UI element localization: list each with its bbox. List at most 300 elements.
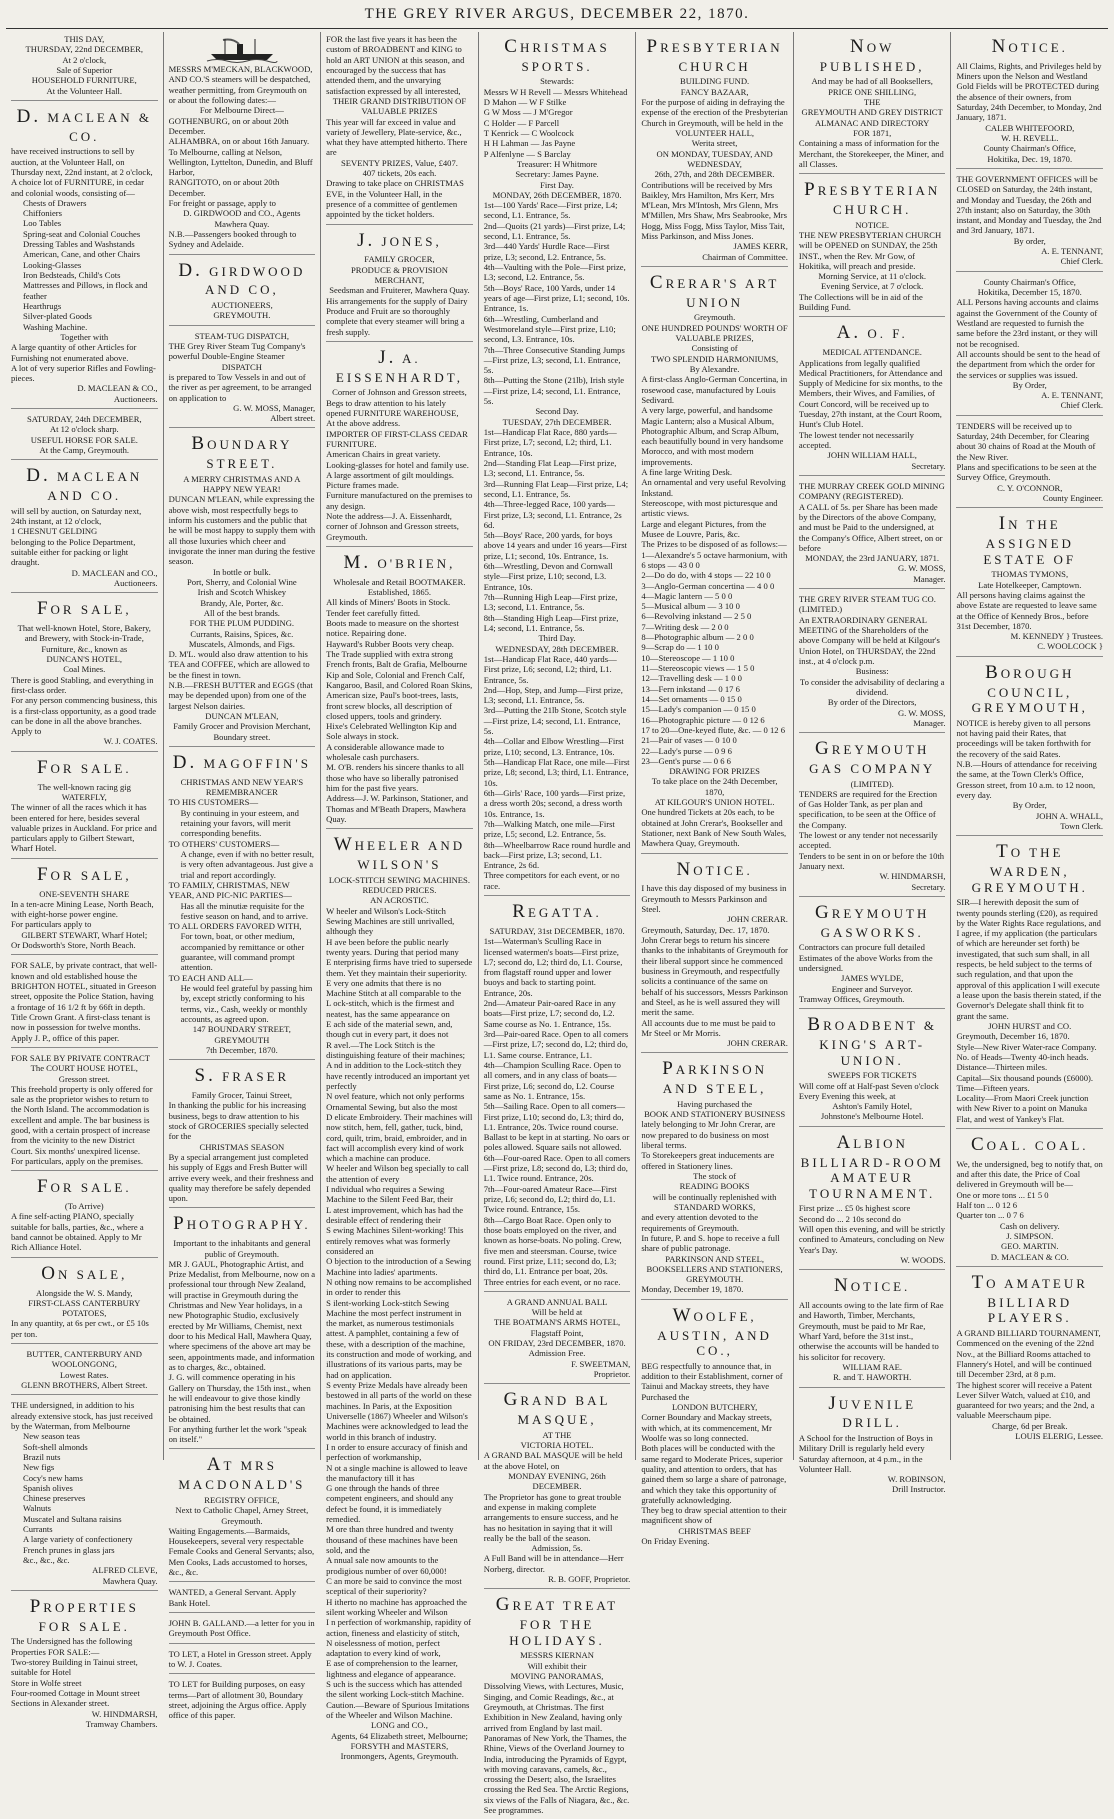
ad-line: Greymouth, Saturday, Dec. 17, 1870. [641, 924, 770, 935]
ad-line: He would feel grateful by passing him by, except strictly conforming to his terms, viz., Cash, weekly or monthly accounts, as agreed upon. [180, 983, 313, 1024]
ad-line: Hixe's Celebrated Wellington Kip and Sole always in stock. [326, 721, 457, 742]
advertisement [799, 322, 946, 476]
ad-heading: FOR SALE, [36, 598, 132, 620]
ad-heading: GRAND BAL MASQUE, [503, 1389, 611, 1428]
ad-line: LONDON BUTCHERY, [671, 1402, 758, 1413]
ad-line: IMPORTER OF FIRST-CLASS CEDAR FURNITURE. [326, 428, 468, 449]
ad-heading: D. MACLEAN & CO. [16, 105, 152, 144]
ad-line: 5th—Boys' Race, 100 Yards, under 14 years of age—First prize, L1; second, 10s. Entrance, 1s. [483, 282, 630, 314]
ad-line: Will exhibit their [527, 1660, 587, 1671]
advertisement [11, 598, 158, 752]
ad-line: Style—New River Water-race Company. [956, 1041, 1097, 1052]
ad-line: A large assortment of gilt mouldings. [326, 469, 454, 480]
ad-line: A. E. TENNANT, [1041, 246, 1104, 257]
advertisement [641, 272, 788, 854]
ad-line: R avel.—The Lock Stitch is the distinguishing feature of their machines; [326, 1039, 466, 1060]
ad-line: Ashton's Family Hotel, [832, 1101, 912, 1112]
ad-line: To Melbourne, calling at Nelson, Wellington, Lyttelton, Dunedin, and Bluff Harbor, [168, 146, 313, 178]
ad-line: SIR—I herewith deposit the sum of twenty pounds sterling (£20), as required by the Water Rights Race regulations, and I agree, if my application (the particulars of which are hereunder set forth) be investigated, that such sum shall, in all respects, be held subject to the terms of such regulation, and that upon the approval of this application I will execute a lease upon the basis therein stated, if the Governor's Delegate shall think fit to grant the same. [956, 897, 1102, 1021]
ad-line: 26th, 27th, and 28th DECEMBER. [654, 169, 775, 180]
advertisement [11, 1400, 158, 1591]
ad-line: W. J. COATES. [103, 736, 158, 747]
ad-line: For any person commencing business, this is a first-class opportunity, as a good trade can be done in all the above branches. [11, 695, 158, 726]
ad-line: BOOK AND STATIONERY BUSINESS [644, 1109, 786, 1120]
ad-line: PRODUCE & PROVISION MERCHANT, [350, 264, 448, 286]
ad-line: Greymouth, December 16, 1870. [956, 1031, 1070, 1042]
column-5 [635, 32, 793, 1547]
ad-line: The Collections will be in aid of the Building Fund. [798, 291, 923, 313]
ad-line: A very large, powerful, and handsome Magic Lantern; also a Musical Album, Photographic Album, and Scrap Album, each beautifully bound in very handsome Morocco, and with most modern improvements. [641, 405, 784, 467]
ad-line: S eventy Prize Medals have already been bestowed in all parts of the world on these machines. In Paris, at the Exposition Universelle (1867) Wheeler and Wilson's Machines were acknowledged to lead the world in this branch of industry. [326, 1380, 472, 1442]
ad-line: W heeler and Wilson's Lock-Stitch Sewing Machines are still unrivalled, although they [326, 905, 455, 937]
ad-line: FORSYTH and MASTERS, [350, 1740, 449, 1751]
ad-heading: GREYMOUTH GAS COMPANY [809, 738, 936, 776]
ad-line: 5th—Handicap Flat Race, one mile—First prize, L8; second, L3; third, L1. Entrance, 10s. [483, 757, 630, 788]
ad-line: JOHN B. GALLAND.—a letter for you in Greymouth Post Office. [168, 1618, 315, 1639]
ad-line: JAMES KERR, [733, 241, 788, 252]
ad-line: 6th—Girls' Race, 100 yards—First prize, a dress worth 20s; second, a dress worth 10s. Entrance, 1s. [483, 787, 626, 819]
ad-line: A choice lot of FURNITURE, in cedar and colonial woods, consisting of— [11, 177, 144, 198]
ad-line: NOTICE is hereby given to all persons not having paid their Rates, that proceedings will be taken forthwith for the recovery of the said Rates. [956, 717, 1091, 759]
ad-line: F. SWEETMAN, [571, 1358, 631, 1369]
ad-line: N ovel feature, which not only performs Ornamental Sewing, but also the most [326, 1091, 465, 1112]
ad-line: C. Y. O'CONNOR, [997, 482, 1063, 493]
ad-line: Tramway Offices, Greymouth. [798, 993, 905, 1004]
ad-line: TO FAMILY, CHRISTMAS, NEW YEAR, AND PIC-NIC PARTIES— [168, 879, 292, 901]
ad-line: That well-known Hotel, Store, Bakery, and Brewery, with Stock-in-Trade, Furniture, &c., known as [17, 623, 151, 654]
advertisement [956, 513, 1103, 656]
ad-line: Mawhera Quay. [102, 1575, 158, 1586]
advertisement [169, 36, 316, 255]
ad-line: 17 to 20—One-keyed flute, &c. — 0 12 6 [641, 724, 785, 735]
ad-line: Morning Service, at 11 o'clock. [818, 271, 927, 282]
ad-heading: ON SALE, [41, 1262, 128, 1284]
masthead: THE GREY RIVER ARGUS, DECEMBER 22, 1870. [364, 6, 750, 22]
advertisement [11, 106, 158, 409]
advertisement [956, 662, 1103, 836]
ad-line: A nd in addition to the Lock-stitch they have recently introduced an important yet perfectly [326, 1060, 470, 1091]
ad-line: At the Volunteer Hall. [46, 85, 123, 96]
advertisement [799, 902, 946, 1009]
ad-heading: PRESBYTERIAN CHURCH. [804, 179, 941, 217]
ad-line: This freehold property is only offered for sale as the proprietor wishes to return to the North Island. The accommodation is excellent and ample. The bar business is good, with a certain prospect of increase from the vicinity to the new District Court. Six months' unexpired license. [11, 1083, 153, 1156]
columns-container [6, 32, 1108, 1816]
ad-line: 7—Writing desk — 2 0 0 [641, 621, 729, 632]
ad-line: 1st—100 Yards' Race—First prize, L4; second, L1. Entrance, 5s. [483, 200, 618, 221]
ad-line: Quarter ton ... 0 7 6 [956, 1210, 1024, 1221]
ad-line: S uch is the success which has attended the silent working Lock-stitch Machine. [326, 1679, 464, 1700]
ad-line: Tenders to be sent in on or before the 10th January next. [798, 850, 945, 872]
ad-line: Walnuts [23, 1503, 51, 1514]
ad-line: GREYMOUTH AND GREY DISTRICT [801, 107, 943, 118]
ad-line: We, the undersigned, beg to notify that, on and after this date, the Price of Coal delivered in Greymouth will be— [956, 1158, 1103, 1190]
ad-line: THURSDAY, 22nd DECEMBER, [25, 44, 144, 55]
advertisement [956, 36, 1103, 169]
ad-line: W. HINDMARSH, [879, 871, 946, 882]
ad-line: Capital—Six thousand pounds (£6000). [956, 1072, 1094, 1083]
ad-line: Currants, Raisins, Spices, &c. [190, 628, 294, 639]
advertisement [169, 1213, 316, 1449]
advertisement [484, 1594, 631, 1819]
advertisement [956, 841, 1103, 1129]
ad-line: GREYMOUTH. [213, 310, 271, 321]
ad-line: All kinds of Miners' Boots in Stock. [326, 597, 451, 608]
ad-line: N oiselessness of motion, perfect adaptation to every kind of work, [326, 1637, 441, 1659]
ad-line: FOR the last five years it has been the custom of BROADBENT and KING to hold an ART UNION at this season, and encouraged by the success that has attended them, and the unvarying satisfaction expressed by all interested, [326, 34, 465, 96]
ad-line: Will come off at Half-past Seven o'clock Every Evening this week, at [798, 1080, 939, 1101]
ad-heading: GREAT TREAT FOR THE HOLIDAYS. [495, 1594, 619, 1648]
ad-line: WEDNESDAY, 28th DECEMBER. [495, 643, 619, 654]
ad-line: belonging to the Police Department, suitable either for packing or light draught. [11, 536, 136, 568]
column-1 [6, 32, 163, 1729]
ad-line: One hundred Tickets at 20s each, to be obtained at John Crerar's, Bookseller and Stationer, next Bank of New South Wales, Mawhera Quay, Greymouth. [641, 807, 787, 849]
advertisement [484, 36, 631, 896]
ad-line: The winner of all the races which it has been entered for here, besides several valuable prizes in Auckland. For price and particulars apply to Gilbert Stewart, Wharf Hotel. [11, 802, 157, 854]
ad-line: Apply to [11, 726, 42, 737]
ad-line: DUNCAN'S HOTEL, [46, 653, 123, 664]
ad-line: The Undersigned has the following Properties FOR SALE:— [11, 1636, 133, 1657]
ad-line: By Order, [1012, 379, 1047, 390]
ad-line: By continuing in your esteem, and retaining your favors, will merit corresponding benefits. [180, 807, 299, 839]
ad-line: All accounts should be sent to the head of the department from which the order for the services or supplies was issued. [956, 348, 1101, 380]
ad-heading: JUVENILE DRILL. [828, 1392, 917, 1431]
ad-heading: BOUNDARY STREET. [191, 433, 293, 472]
ad-line: 9—Scrap do — 1 10 0 [641, 642, 719, 653]
ad-line: NOTICE. [855, 219, 889, 230]
advertisement [799, 594, 946, 733]
advertisement [169, 1618, 316, 1644]
ad-heading: ALBION BILLIARD-ROOM AMATEUR TOURNAMENT. [800, 1131, 944, 1201]
ad-line: New season teas [23, 1431, 80, 1442]
ad-line: Hokitika, December 15, 1870. [977, 287, 1082, 298]
ad-line: MESSRS KIERNAN [520, 1650, 594, 1661]
ad-line: Mattresses and Pillows, in flock and feather [23, 280, 148, 301]
ad-line: Port, Sherry, and Colonial Wine [187, 576, 297, 587]
ad-line: First prize ... £5 0s highest score [798, 1203, 911, 1214]
advertisement [484, 901, 631, 1292]
ad-line: 4—Magic lantern — 5 0 0 [641, 590, 733, 601]
ad-line: Seedsman and Fruiterer, Mawhera Quay. [329, 285, 470, 296]
column-3 [320, 32, 478, 1762]
ad-heading: TO AMATEUR BILLIARD PLAYERS. [971, 1271, 1088, 1326]
ad-heading: PHOTOGRAPHY. [173, 1213, 311, 1235]
ad-line: G one through the hands of three competent engineers, and should any defect be found, it is immediately remedied. [326, 1483, 454, 1525]
ad-line: 8th—Cargo Boat Race. Open only to those boats employed on the river, and known as horse-boats. No poling. Crew, five men and steersman. Course, twice round. First prize, L11; second do, L3; third do, L1. Entrance per boat, 20s. [483, 1214, 622, 1277]
ad-line: L atest improvement, which has had the desirable effect of rendering their [326, 1204, 464, 1225]
advertisement [799, 481, 946, 589]
ad-line: At 2 o'clock, [62, 54, 107, 65]
ad-line: Chief Clerk. [1060, 400, 1104, 411]
ad-line: C Holder — F Parcell [483, 117, 560, 128]
ad-line: LOCK-STITCH SEWING MACHINES. [328, 874, 470, 885]
ad-line: A change, even if with no better result, is very often advantageous. Just give a trial and report accordingly. [180, 848, 314, 880]
ad-line: Business: [855, 666, 889, 677]
ad-line: Both places will be conducted with the same regard to Moderate Prices, superior quality, and attention to orders, that has gained them so large a share of patronage, and which they take this opportunity of gratefully acknowledging. [641, 1443, 787, 1505]
ad-line: N ot a single machine is allowed to leave the manufactory till it has [326, 1462, 468, 1483]
advertisement [169, 433, 316, 747]
ad-line: JOHN A. WHALL, [1035, 810, 1104, 821]
ad-line: SATURDAY, 31st DECEMBER, 1870. [489, 925, 625, 936]
ad-line: ALL Persons having accounts and claims against the Government of the County of Westland are requested to furnish the same before the 23rd instant, or they will not be recognised. [956, 297, 1099, 349]
ad-line: An EXTRAORDINARY GENERAL MEETING of the Shareholders of the above Company will be held at Kilgour's Union Hotel, on THURSDAY, the 22nd inst., at 4 o'clock p.m. [798, 614, 940, 666]
ad-line: ALMANAC AND DIRECTORY [814, 117, 930, 128]
ad-line: Proprietor. [593, 1369, 631, 1379]
ad-line: Drawing to take place on CHRISTMAS EVE, in the Volunteer Hall, in the presence of a committee of gentlemen appointed by the ticket holders. [326, 178, 464, 220]
ad-line: 2nd—Quoits (21 yards)—First prize, L4; second, L1. Entrance, 5s. [483, 220, 626, 242]
ad-heading: FOR SALE. [36, 756, 132, 778]
ad-line: DUNCAN M'LEAN, [205, 711, 279, 722]
ad-line: READING BOOKS [679, 1181, 750, 1192]
advertisement [799, 738, 946, 897]
ad-line: 147 BOUNDARY STREET, GREYMOUTH [192, 1024, 291, 1045]
ad-line: Established, 1865. [367, 587, 432, 598]
ad-line: FIRST-CLASS CANTERBURY POTATOES, [28, 1297, 141, 1319]
advertisement [956, 421, 1103, 509]
advertisement [169, 331, 316, 429]
column-2 [163, 32, 321, 1721]
ad-line: Chiffoniers [23, 208, 62, 219]
advertisement [799, 1014, 946, 1127]
ad-line: THE [863, 97, 881, 108]
ad-line: All of the best brands. [203, 607, 280, 618]
ad-line: Will open this evening, and will be strictly confined to Amateurs, concluding on New Year's Day. [798, 1223, 946, 1255]
ad-line: BOOKSELLERS AND STATIONERS, [646, 1263, 783, 1274]
ad-line: MONDAY, the 23rd JANUARY, 1871. [805, 553, 940, 564]
ad-line: will be continually replenished with [652, 1191, 777, 1202]
ad-line: CHRISTMAS AND NEW YEAR'S REMEMBRANCER [180, 776, 304, 798]
ad-line: T Kenrick — C Woolcock [483, 127, 574, 138]
ad-line: An ornamental and very useful Revolving Inkstand. [641, 477, 786, 498]
ad-line: 12—Travelling desk — 1 0 0 [641, 673, 742, 684]
ad-line: By Order, [1012, 800, 1047, 811]
ad-line: M. O'B. renders his sincere thanks to all those who have so liberally patronised him for the past five years. [326, 762, 464, 794]
ad-line: Dissolving Views, with Lectures, Music, Singing, and Comic Readings, &c., at Greymouth, at Christmas. The first Exhibition in New Zealand, having only arrived from England by last mail. Panoramas of New York, the Thames, the Rhine, Views of the Overland Journey to India, introducing the Pyramids of Egypt, with moving caravans, camels, &c., crossing the Desert; also, the Israelites crossing the Red Sea. The Arctic Regions, six views of the Falls of Niagara, &c., &c. See programmes. [483, 1681, 630, 1816]
ad-line: Coal Mines. [63, 664, 106, 675]
ad-line: Distance—Thirteen miles. [956, 1062, 1048, 1073]
ad-line: Auctioneers. [113, 577, 158, 588]
ad-line: WANTED, a General Servant. Apply Bank Hotel. [168, 1587, 297, 1608]
ad-line: H ave been before the public nearly twenty years. During that period many [326, 936, 459, 957]
ad-line: R. B. GOFF, Proprietor. [548, 1574, 631, 1585]
ad-line: Stereoscope, with most picturesque and artistic views. [641, 498, 778, 519]
ad-line: A MERRY CHRISTMAS AND A HAPPY NEW YEAR! [183, 473, 301, 495]
ad-heading: FOR SALE, [36, 863, 132, 885]
ad-line: Town Clerk. [1060, 820, 1104, 831]
ad-line: C. WOOLCOCK } [1037, 641, 1104, 652]
ad-line: Tramway Chambers. [85, 1718, 158, 1729]
ad-line: Three competitors for each event, or no race. [483, 870, 620, 891]
advertisement [799, 36, 946, 174]
ad-line: THE Grey River Steam Tug Company's powerful Double-Engine Steamer [168, 340, 306, 362]
advertisement [326, 347, 473, 547]
ad-line: Four-roomed Cottage in Mount street [11, 1687, 140, 1698]
ad-line: In future, P. and S. hope to receive a full share of public patronage. [641, 1232, 780, 1254]
advertisement [326, 552, 473, 829]
ad-line: GILBERT STEWART, Wharf Hotel; [21, 929, 148, 940]
ad-line: TO LET, a Hotel in Gresson street. Apply to W. J. Coates. [168, 1648, 312, 1669]
ad-line: 5—Musical album — 3 10 0 [641, 601, 740, 612]
advertisement [169, 1065, 316, 1208]
ad-line: W. H. REVELL. [1001, 132, 1059, 143]
ad-line: FOR SALE BY PRIVATE CONTRACT [11, 1052, 150, 1063]
ad-line: G. W. MOSS, Manager, [233, 402, 316, 413]
ad-line: N.B.—Passengers booked through to Sydney and Adelaide. [168, 229, 297, 250]
ad-heading: PRESBYTERIAN CHURCH [646, 36, 783, 74]
ad-line: For freight or passage, apply to [168, 198, 276, 209]
advertisement [169, 752, 316, 1060]
ad-line: Corner of Johnson and Gresson streets, [332, 387, 467, 398]
ad-line: ONE-SEVENTH SHARE [39, 888, 130, 899]
ad-line: The stock of [693, 1171, 737, 1182]
ad-line: 7th December, 1870. [206, 1044, 278, 1055]
ad-line: HOUSEHOLD FURNITURE, [31, 75, 137, 86]
ad-line: 3rd—Pair-oared Race. Open to all comers—First prize, L7; second do, L2; third do, L1. Same course. Entrance, L1. [483, 1029, 629, 1060]
ad-line: This year will far exceed in value and variety of Jewellery, Plate-service, &c., what they have attempted hitherto. There are [326, 116, 468, 158]
ad-line: Ironmongers, Agents, Greymouth. [340, 1751, 459, 1762]
ad-line: Muscatel and Sultana raisins [23, 1513, 122, 1524]
ad-heading: REGATTA. [512, 901, 602, 923]
ad-line: STEAM-TUG DISPATCH, [194, 330, 289, 341]
advertisement [11, 1263, 158, 1344]
ad-line: On Friday Evening. [641, 1536, 710, 1547]
advertisement [484, 1297, 631, 1385]
ad-line: A GRAND ANNUAL BALL [506, 1296, 608, 1307]
ad-line: Plans and specifications to be seen at the Survey Office, Greymouth. [956, 462, 1097, 483]
ad-line: A large quantity of other Articles for Furnishing not enumerated above. [11, 342, 137, 363]
ad-line: Corner Boundary and Mackay streets, with which, at its commencement, Mr Woolfe was so long connected. [641, 1412, 772, 1443]
ad-line: 22—Lady's purse — 0 9 6 [641, 745, 732, 756]
ad-heading: CRERAR'S ART UNION [649, 272, 780, 310]
ad-line: Boots made to measure on the shortest notice. Repairing done. [326, 618, 459, 639]
ad-line: G W Moss — J M'Gregor [483, 107, 573, 118]
ad-line: There is good Stabling, and everything in first-class order. [11, 674, 154, 695]
ad-line: SWEEPS FOR TICKETS [827, 1070, 917, 1081]
ad-line: The well-known racing gig [37, 781, 131, 792]
ad-line: Messrs W H Revell — Messrs Whitehead [483, 86, 628, 97]
ad-line: Alongside the W. S. Mandy, [35, 1287, 133, 1298]
ad-line: 13—Fern inkstand — 0 17 6 [641, 683, 740, 694]
advertisement [169, 1454, 316, 1582]
ad-line: 5th—Sailing Race. Open to all comers—First prize, L10; second do, L3; third do, L1. Entrance, 20s. Twice round course. Ballast to be kept in at starting. No oars or poles allowed. Square sails not allowed. [483, 1101, 630, 1153]
ad-line: Dressing Tables and Washstands [23, 239, 135, 250]
ad-line: A. E. TENNANT, [1041, 390, 1104, 401]
ad-line: GREYMOUTH. [686, 1274, 744, 1285]
ad-line: Second do ... 2 10s second do [798, 1213, 901, 1224]
ad-line: Stewards: [540, 76, 574, 87]
advertisement [641, 36, 788, 267]
ad-line: Locality—From Maori Creek junction with New River to a point on Manuka Flat, and west of Yankey's Flat. [956, 1093, 1089, 1124]
ad-line: FANCY BAZAAR, [680, 86, 749, 97]
ad-line: County Engineer. [1042, 492, 1104, 503]
ad-line: 3rd—440 Yards' Hurdle Race—First prize, L3; second, L2. Entrance, 5s. [483, 241, 610, 262]
ad-line: Manager. [913, 717, 946, 728]
ad-line: PRICE ONE SHILLING, [828, 86, 917, 97]
advertisement [11, 34, 158, 101]
ad-line: AN ACROSTIC. [370, 895, 429, 906]
ad-line: All accounts owing to the late firm of Rae and Haworth, Timber, Merchants, Greymouth, must be paid to Mr Rae, Wharf Yard, before the 31st inst., otherwise the accounts will be handed to his solicitor for recovery. [798, 1300, 944, 1362]
ad-line: County Chairman's Office, [983, 143, 1076, 154]
ad-line: Applications from legally qualified Medical Practitioners, for Attendance and Supply of Medicine for six months, to the Members, their Wives, and Families, of Court Concord, will be received up to Tuesday, 27th instant, at the Court Room, Hunt's Club Hotel. [798, 357, 943, 430]
ad-line: 1st—Handicap Flat Race, 440 yards—First prize, L6; second, L2; third, L1. Entrance, 5s. [483, 653, 617, 685]
ad-line: S ilent-working Lock-stitch Sewing Machine the most perfect instrument in the market, as numerous testimonials attest. A pamphlet, containing a few of these, with a description of the machine, its construction and mode of working, and illustrations of its various parts, may be had on application. [326, 1297, 472, 1380]
ad-line: G. W. MOSS, [897, 707, 946, 718]
advertisement [11, 1349, 158, 1395]
ad-line: I have this day disposed of my business in Greymouth to Messrs Parkinson and Steel. [641, 883, 787, 915]
ad-heading: IN THE ASSIGNED ESTATE OF [983, 513, 1077, 567]
ad-line: 21—Pair of vases — 0 10 0 [641, 735, 737, 746]
ad-line: 8th—Standing High Leap—First prize, L4; second, L1. Entrance, 5s. [483, 612, 619, 633]
advertisement [956, 1134, 1103, 1267]
ad-line: Johnstone's Melbourne Hotel. [820, 1111, 924, 1122]
advertisement [641, 1058, 788, 1299]
ad-line: VALUABLE PRIZES [361, 106, 438, 117]
ad-line: Two-storey Building in Tainui street, suitable for Hotel [11, 1656, 138, 1678]
ad-line: No. of Heads—Twenty 40-inch heads. [956, 1051, 1089, 1062]
ad-line: 7th—Three Consecutive Standing Jumps—First prize, L3; second, L1. Entrance, 5s. [483, 344, 625, 376]
ad-line: TWO SPLENDID HARMONIUMS, [650, 353, 779, 364]
ad-line: REGISTRY OFFICE, [204, 1494, 280, 1505]
ad-line: VOLUNTEER HALL, [675, 127, 754, 138]
ad-line: Picture frames made. [326, 480, 399, 491]
ad-line: Address—J. W. Parkinson, Stationer, and Thomas and M'Beath Drapers, Mawhera Quay. [326, 793, 469, 824]
ad-line: I n order to ensure accuracy of finish and perfection of workmanship, [326, 1441, 468, 1463]
ad-line: Drill Instructor. [892, 1484, 946, 1495]
advertisement [11, 1176, 158, 1257]
ad-line: LOUIS ELERIG, Lessee. [1015, 1431, 1104, 1442]
ad-line: AUCTIONEERS, [210, 300, 273, 311]
ad-heading: D. GIRDWOOD AND CO, [178, 259, 306, 298]
advertisement [11, 414, 158, 460]
ad-line: Next to Catholic Chapel, Arney Street, Greymouth. [175, 1505, 309, 1526]
ad-line: Contractors can procure full detailed Estimates of the above Works from the undersigned. [798, 942, 933, 973]
advertisement [326, 834, 473, 1765]
ad-line: 15—Lady's companion — 0 15 0 [641, 704, 756, 715]
ad-line: 7th—Walking Match, one mile—First prize, L5; second, L2. Entrance, 5s. [483, 818, 615, 840]
ad-line: D. MACLEAN & CO., [77, 383, 158, 394]
ad-line: Cocy's new hams [23, 1472, 83, 1483]
ad-line: Hayward's Rubber Boots very cheap. [326, 638, 454, 649]
ad-line: THE MURRAY CREEK GOLD MINING COMPANY (REGISTERED). [798, 480, 945, 502]
ad-line: A fine self-acting PIANO, specially suitable for balls, parties, &c., where a band cannot be obtained. Apply to Mr Rich Alliance Hotel. [11, 1211, 144, 1253]
ad-line: 5th—Boys' Race, 200 yards, for boys above 14 years and under 16 years—First prize, L1; second, 10s. Entrance, 1s. [483, 530, 627, 561]
ad-line: 1st—Waterman's Sculling Race in licensed watermen's boats—First prize, L7; second do, L2; third do, L1. Course, from flagstaff round upper and lower buoys and back to starting point. Entrance, 20s. [483, 936, 623, 998]
ad-heading: NOW PUBLISHED, [819, 36, 925, 74]
ad-line: To consider the advisability of declaring a dividend. [799, 676, 945, 697]
ad-line: FOR THE PLUM PUDDING. [189, 618, 295, 629]
ad-line: R. and T. HAWORTH. [833, 1372, 912, 1383]
ad-line: The highest scorer will receive a Patent Lever Silver Watch, valued at £10, and guaranteed for two years; and the 2nd, a valuable Meerschaum pipe. [956, 1379, 1095, 1421]
ad-heading: S. FRASER [194, 1065, 290, 1087]
ad-line: 2nd—Amateur Pair-oared Race in any boats—First prize, L7; second do, L2. Same course as No. 1. Entrance, 15s. [483, 998, 616, 1029]
ad-heading: AT MRS MACDONALD'S [178, 1454, 306, 1493]
ad-line: Sale of Superior [56, 64, 113, 75]
ad-line: 2nd—Hop, Step, and Jump—First prize, L3; second, L1. Entrance, 5s. [483, 684, 623, 706]
ad-heading: WOOLFE, AUSTIN, AND CO., [657, 1304, 772, 1359]
ad-line: MEDICAL ATTENDANCE. [822, 347, 922, 358]
ad-line: MESSRS M'MECKAN, BLACKWOOD, AND CO.'S steamers will be despatched, weather permitting, from Greymouth on or about the following dates:— [168, 64, 313, 105]
column-7 [950, 32, 1108, 1460]
ad-line: Spanish olives [23, 1482, 73, 1493]
ad-line: P Alfenlyne — S Barclay [483, 148, 571, 159]
ad-line: For town, boat, or other medium, accompanied by remittance or other guarantee, will command prompt attention. [180, 931, 305, 973]
ad-line: I n perfection of workmanship, rapidity of action, fineness and elasticity of stitch, [326, 1617, 472, 1638]
ad-line: Will be held at [531, 1307, 583, 1318]
ad-line: Brandy, Ale, Porter, &c. [200, 597, 284, 608]
ad-line: In thanking the public for his increasing business, begs to draw attention to his stock of GROCERIES specially selected for the [168, 1100, 309, 1142]
ad-line: A considerable allowance made to wholesale cash purchasers. [326, 741, 445, 763]
ad-line: (To Arrive) [64, 1201, 104, 1212]
ad-line: Agents, 64 Elizabeth street, Melbourne; [330, 1730, 468, 1741]
